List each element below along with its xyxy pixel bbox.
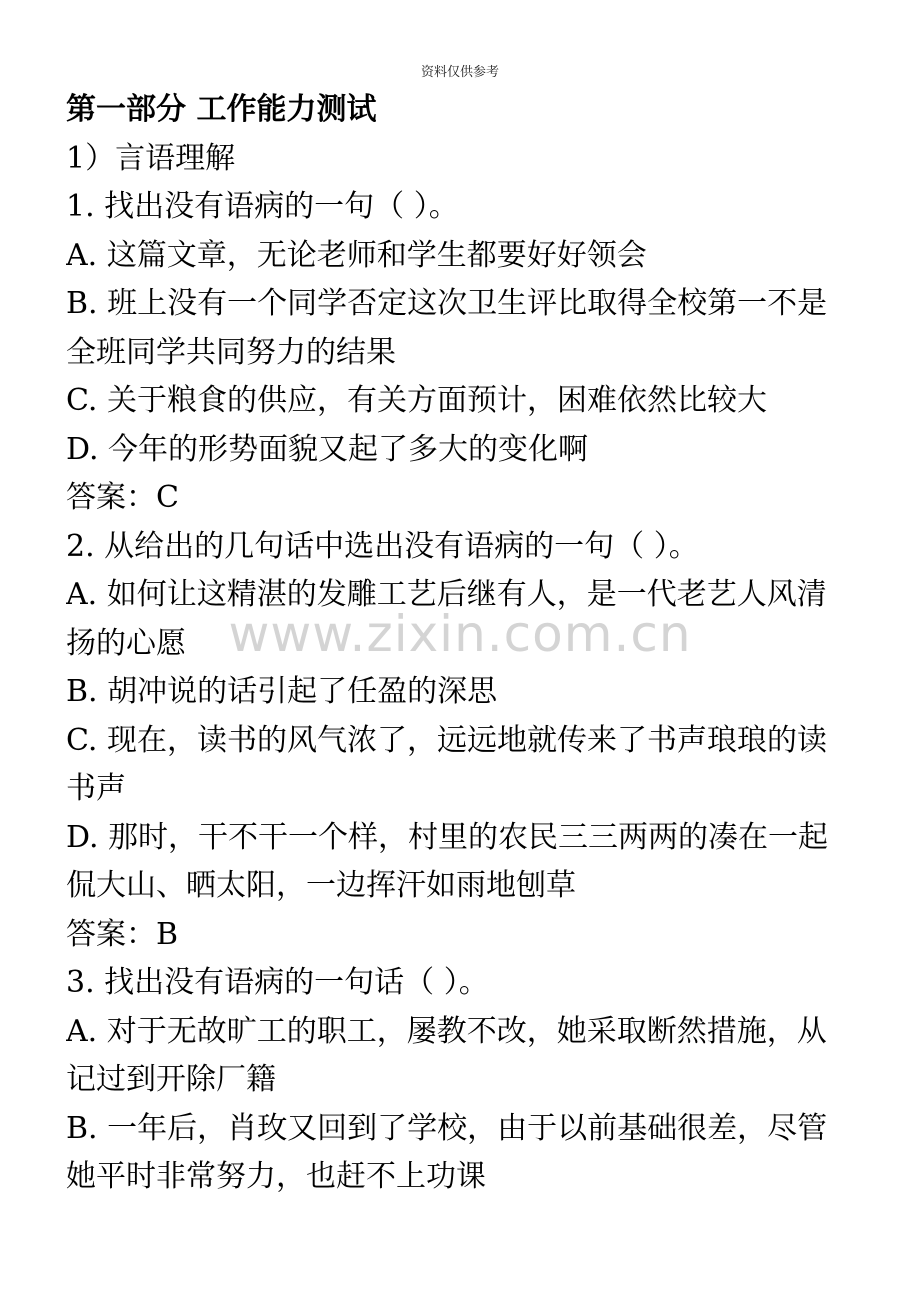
question-2-option-c: C. 现在，读书的风气浓了，远远地就传来了书声琅琅的读 [66, 722, 827, 758]
question-3: 3. 找出没有语病的一句话（ ）。 [66, 965, 489, 1000]
question-2-option-c-cont: 书声 [66, 771, 126, 806]
section-title: 第一部分 工作能力测试 [66, 92, 377, 127]
question-2-option-a-cont: 扬的心愿 [66, 625, 186, 661]
header-note: 资料仅供参考 [420, 65, 499, 80]
question-1-option-a: A. 这篇文章，无论老师和学生都要好好领会 [66, 237, 647, 273]
question-1-option-c: C. 关于粮食的供应，有关方面预计，困难依然比较大 [66, 383, 767, 418]
question-2-answer: 答案：B [66, 916, 179, 952]
question-1-answer: 答案：C [66, 480, 179, 515]
question-3-option-b: B. 一年后，肖玫又回到了学校，由于以前基础很差，尽管 [66, 1110, 828, 1146]
question-2-option-a: A. 如何让这精湛的发雕工艺后继有人，是一代老艺人风清 [66, 577, 827, 612]
watermark: www.zixin.com.cn [228, 605, 692, 663]
question-3-option-b-cont: 她平时非常努力，也赶不上功课 [66, 1159, 486, 1194]
question-3-option-a-cont: 记过到开除厂籍 [66, 1062, 276, 1097]
question-1-option-b-cont: 全班同学共同努力的结果 [66, 334, 396, 370]
question-1: 1. 找出没有语病的一句（ ）。 [66, 189, 459, 224]
question-2: 2. 从给出的几句话中选出没有语病的一句（ ）。 [66, 528, 699, 564]
document-body [66, 86, 858, 1202]
subsection-heading: 1）言语理解 [66, 140, 236, 176]
question-2-option-d-cont: 侃大山、晒太阳，一边挥汗如雨地刨草 [66, 868, 576, 903]
question-1-option-d: D. 今年的形势面貌又起了多大的变化啊 [66, 431, 589, 467]
question-2-option-d: D. 那时，干不干一个样，村里的农民三三两两的凑在一起 [66, 819, 829, 855]
question-3-option-a: A. 对于无故旷工的职工，屡教不改，她采取断然措施，从 [66, 1013, 827, 1049]
question-2-option-b: B. 胡冲说的话引起了任盈的深思 [66, 674, 498, 709]
question-1-option-b: B. 班上没有一个同学否定这次卫生评比取得全校第一不是 [66, 286, 828, 321]
